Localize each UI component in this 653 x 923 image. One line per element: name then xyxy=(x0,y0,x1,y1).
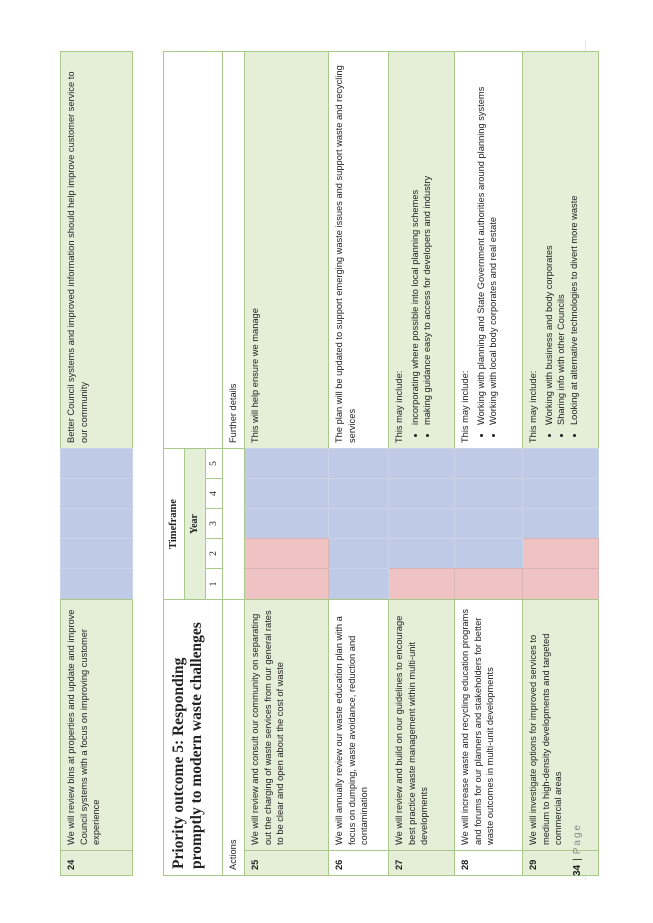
details-bullet: • Working with local body corporates and real estate xyxy=(487,57,500,425)
timeframe-year-2 xyxy=(523,539,599,569)
further-details-text xyxy=(523,52,599,449)
action-rows xyxy=(245,52,599,876)
timeframe-year-5 xyxy=(245,449,329,479)
action-text: We will annually review our waste education plan with a focus on dumping, waste avoidance, reduction and contamination xyxy=(329,600,389,851)
timeframe-year-2 xyxy=(329,539,389,569)
row-number: 27 xyxy=(389,851,455,876)
details-bullet: • Working with business and body corporates xyxy=(543,57,556,425)
action-text: We will review and consult our community on separating out the charging of waste services from our general rates to be clear and open about the cost of waste xyxy=(245,600,329,851)
details-header-blank xyxy=(164,52,223,449)
timeframe-year-3 xyxy=(389,509,455,539)
details-intro: This will help ensure we manage xyxy=(250,308,261,443)
row-number: 28 xyxy=(455,851,523,876)
section-title-row xyxy=(164,52,185,876)
row-number: 24 xyxy=(61,851,133,876)
timeframe-year-4 xyxy=(329,479,389,509)
timeframe-year-4 xyxy=(523,479,599,509)
timeframe-year-1 xyxy=(245,569,329,600)
timeframe-header: Timeframe xyxy=(164,449,185,600)
action-text: We will review bins at properties and update and improve Council systems with a focus on improving customer experience xyxy=(61,600,133,851)
timeframe-year-4 xyxy=(61,479,133,509)
year-number-2: 2 xyxy=(205,539,223,569)
details-bullet-list xyxy=(543,57,581,443)
table-row xyxy=(245,52,329,876)
further-details-text xyxy=(245,52,329,449)
details-intro: This may include: xyxy=(460,370,471,443)
details-bullet: • making guidance easy to access for developers and industry xyxy=(421,57,434,425)
action-text: We will increase waste and recycling education programs and forums for our planners and stakeholders for better waste outcomes in multi-unit developments xyxy=(455,600,523,851)
timeframe-year-5 xyxy=(389,449,455,479)
timeframe-year-4 xyxy=(389,479,455,509)
row-number: 29 xyxy=(523,851,599,876)
details-bullet: • Working with planning and State Government authorities around planning systems xyxy=(475,57,488,425)
table-row xyxy=(389,52,455,876)
table-row xyxy=(61,52,133,876)
details-intro: The plan will be updated to support emerging waste issues and support waste and recycling services xyxy=(334,65,357,443)
year-number-4: 4 xyxy=(205,479,223,509)
timeframe-year-3 xyxy=(61,509,133,539)
timeframe-year-4 xyxy=(245,479,329,509)
page-number: 34 xyxy=(572,864,583,876)
details-bullet-list xyxy=(475,57,500,443)
details-intro: This may include: xyxy=(528,370,539,443)
timeframe-year-1 xyxy=(329,569,389,600)
timeframe-spacer xyxy=(223,449,245,600)
row-number: 26 xyxy=(329,851,389,876)
year-number-1: 1 xyxy=(205,569,223,600)
details-bullet: • Sharing info with other Councils xyxy=(555,57,568,425)
details-bullet: • Looking at alternative technologies to divert more waste xyxy=(568,57,581,425)
timeframe-year-1 xyxy=(523,569,599,600)
timeframe-year-1 xyxy=(389,569,455,600)
timeframe-year-4 xyxy=(455,479,523,509)
timeframe-year-3 xyxy=(523,509,599,539)
further-details-header: Further details xyxy=(223,52,245,449)
footer-separator: | xyxy=(572,858,583,861)
timeframe-year-5 xyxy=(329,449,389,479)
details-intro: This may include: xyxy=(394,370,405,443)
timeframe-year-3 xyxy=(245,509,329,539)
further-details-text xyxy=(329,52,389,449)
table-row xyxy=(455,52,523,876)
section-title: Priority outcome 5: Responding promptly to modern waste challenges xyxy=(164,600,223,876)
timeframe-year-2 xyxy=(61,539,133,569)
further-details-text xyxy=(389,52,455,449)
details-bullet: • incorporating where possible into local planning schemes xyxy=(409,57,422,425)
column-labels-row xyxy=(223,52,245,876)
page-word: Page xyxy=(572,822,583,855)
action-text: We will investigate options for improved services to medium to high-density developments and targeted commercial areas xyxy=(523,600,599,851)
further-details-text: Better Council systems and improved information should help improve customer service to our community xyxy=(61,52,133,449)
table-row xyxy=(523,52,599,876)
table-row-24 xyxy=(60,51,133,876)
timeframe-year-5 xyxy=(523,449,599,479)
timeframe-year-5 xyxy=(455,449,523,479)
further-details-text xyxy=(455,52,523,449)
timeframe-year-3 xyxy=(455,509,523,539)
action-text: We will review and build on our guidelines to encourage best practice waste management within multi-unit developments xyxy=(389,600,455,851)
timeframe-year-5 xyxy=(61,449,133,479)
timeframe-year-1 xyxy=(61,569,133,600)
timeframe-year-3 xyxy=(329,509,389,539)
page-footer xyxy=(572,823,583,876)
timeframe-year-1 xyxy=(455,569,523,600)
year-header: Year xyxy=(185,449,206,600)
actions-header: Actions xyxy=(223,600,245,876)
row-number: 25 xyxy=(245,851,329,876)
priority-outcome-table xyxy=(163,51,599,876)
year-number-5: 5 xyxy=(205,449,223,479)
timeframe-year-2 xyxy=(389,539,455,569)
year-number-3: 3 xyxy=(205,509,223,539)
details-bullet-list xyxy=(409,57,434,443)
timeframe-year-2 xyxy=(245,539,329,569)
timeframe-year-2 xyxy=(455,539,523,569)
table-row xyxy=(329,52,389,876)
